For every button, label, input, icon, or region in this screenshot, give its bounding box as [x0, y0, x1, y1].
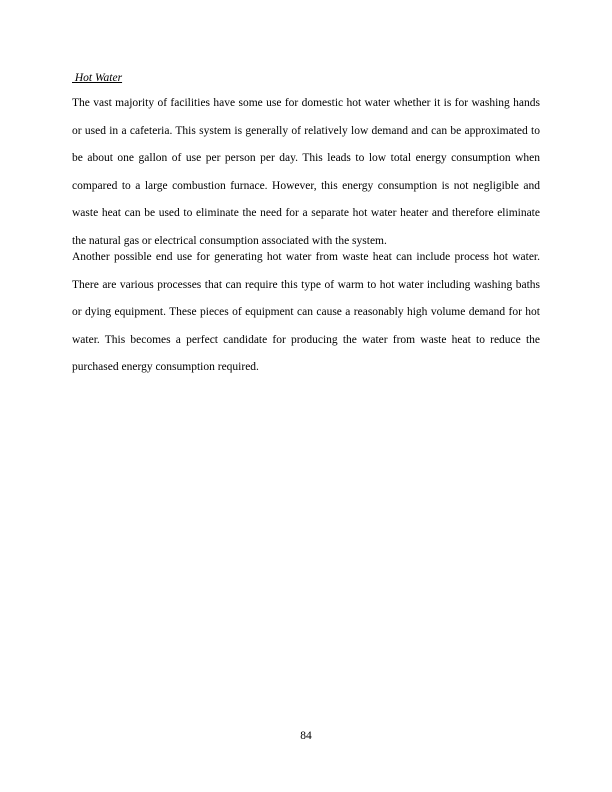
section-heading: Hot Water [72, 72, 123, 84]
page-number: 84 [300, 730, 312, 742]
paragraph-process-hot-water: Another possible end use for generating hot water from waste heat can include process hot water. There are various processes that can require this type of warm to hot water including washing baths or dying equipment. These pieces of equipment can cause a reasonably high volume demand for hot water. This becomes a perfect candidate for producing the water from waste heat to reduce the purchased energy consumption required. [72, 251, 540, 374]
paragraph-domestic-hot-water: The vast majority of facilities have some use for domestic hot water whether it is for washing hands or used in a cafeteria. This system is generally of relatively low demand and can be approximated to be about one gallon of use per person per day. This leads to low total energy consumption when compared to a large combustion furnace. However, this energy consumption is not negligible and waste heat can be used to eliminate the need for a separate hot water heater and therefore eliminate the natural gas or electrical consumption associated with the system. [72, 97, 540, 247]
